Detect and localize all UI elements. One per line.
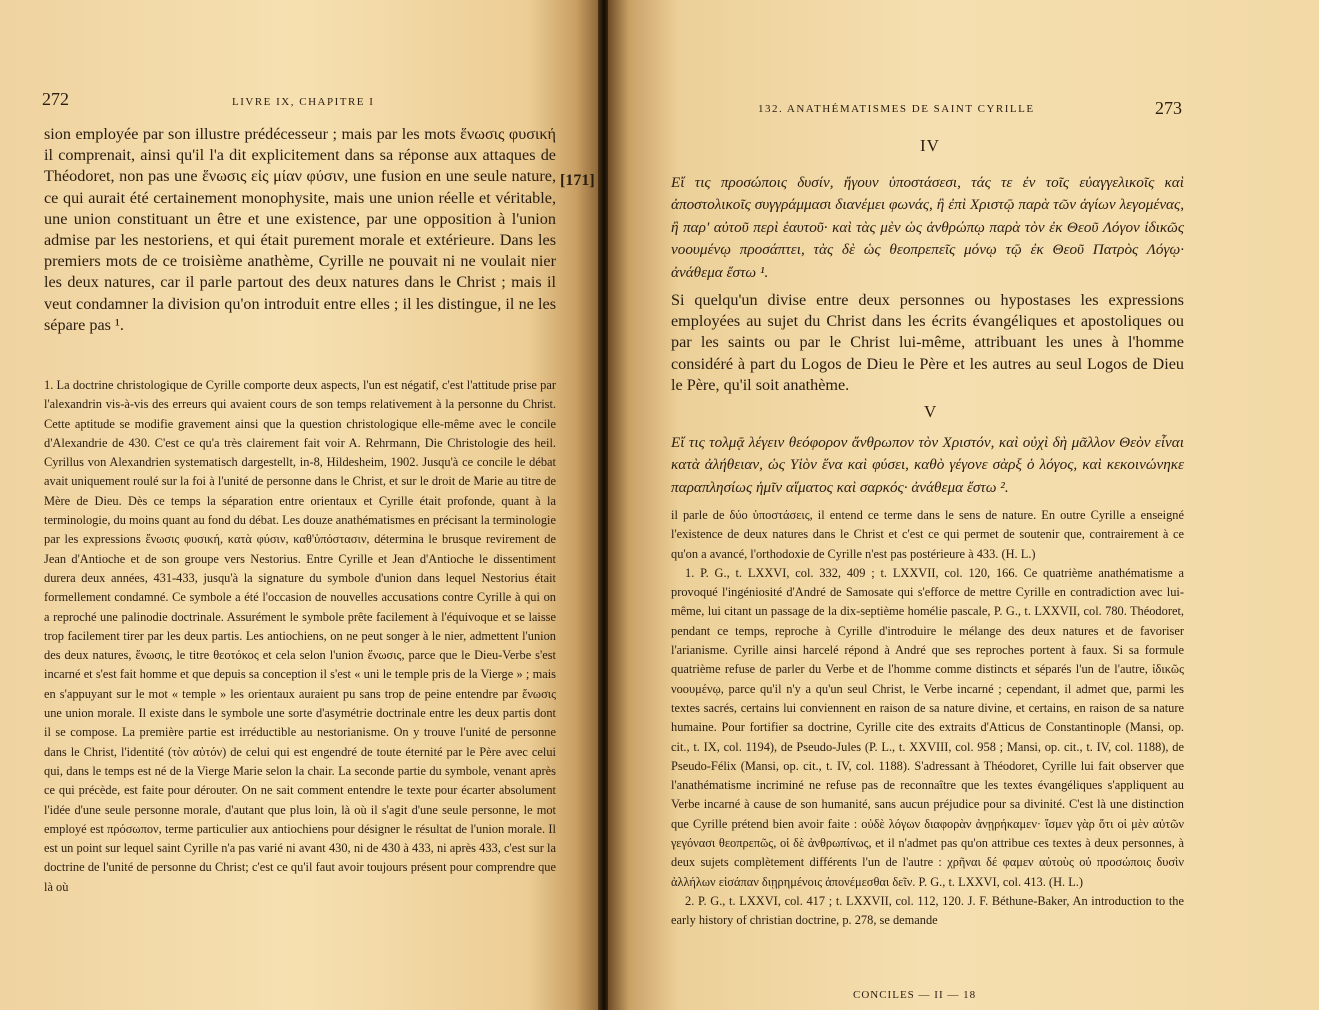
footnotes-right xyxy=(671,506,1184,931)
footnote-1: 1. P. G., t. LXXVI, col. 332, 409 ; t. LXXVII, col. 120, 166. Ce quatrième anathématisme a provoqué l'ingéniosité d'André de Samosate qui s'efforce de mettre Cyrille en contradiction avec lui-même, lui citant un passage de la dix-septième homélie pascale, P. G., t. LXXVII, col. 780. Théodoret, pendant ce temps, reproche à Cyrille d'introduire le mélange des deux natures et de favoriser l'arianisme. Cyrille ainsi harcelé répond à André que ses reproches portent à faux. Si sa formule quatrième refuse de parler du Verbe et de l'homme comme distincts et séparés l'un de l'autre, ἰδικῶς νοουμένῳ, parce qu'il n'y a qu'un seul Christ, le Verbe incarné ; cependant, il admet que, parmi les textes sacrés, certains lui conviennent en raison de sa nature divine, et certains, en raison de sa nature humaine. Pour fortifier sa doctrine, Cyrille cite des extraits d'Atticus de Constantinople (Mansi, op. cit., t. IX, col. 1194), de Pseudo-Jules (P. L., t. XXVIII, col. 958 ; Mansi, op. cit., t. IV, col. 1188), de Pseudo-Félix (Mansi, op. cit., t. IV, col. 1188). S'adressant à Théodoret, Cyrille lui fait observer que l'anathématisme incriminé ne refuse pas de reconnaître que les textes évangéliques s'appliquent au Verbe incarné à cause de son humanité, sans aucun préjudice pour sa divinité. C'est là une distinction que Cyrille prétend bien avoir faite : οὐδὲ λόγων διαφορὰν ἀνῃρήκαμεν· ἴσμεν γὰρ ὅτι οἱ μὲν αὐτῶν γεγόνασι θεοπρεπῶς, οἱ δὲ ἀνθρωπίνως, et il n'admet pas qu'on attribue ces textes à deux personnes, à deux sujets complètement différents l'un de l'autre : χρῆναι δέ φαμεν αὐτοὺς οὐ προσώποις δυσὶν ἀλλήλων εἰσάπαν διῃρημένοις ἀπονέμεσθαι δεῖν. P. G., t. LXXVI, col. 413. (H. L.) xyxy=(671,565,1184,889)
footnote-continuation: il parle de δύο ὑποστάσεις, il entend ce terme dans le sens de nature. En outre Cyrille a enseigné l'existence de deux natures dans le Christ et c'est ce qui permet de soutenir que, contrairement à ce qu'on a avancé, l'orthodoxie de Cyrille n'est pas postérieure à 433. (H. L.) xyxy=(671,508,1184,561)
french-canon-iv xyxy=(671,290,1184,396)
greek-canon-v: Εἴ τις τολμᾷ λέγειν θεόφορον ἄνθρωπον τὸν Χριστόν, καὶ οὐχὶ δὴ μᾶλλον Θεὸν εἶναι κατὰ ἀλήθειαν, ὡς Υἱὸν ἕνα καὶ φύσει, καθὸ γέγονε σὰρξ ὁ λόγος, καὶ κεκοινώνηκε παραπλησίως ἡμῖν αἵματος καὶ σαρκός· ἀνάθεμα ἔστω ². xyxy=(671,434,1184,496)
french-paragraph: Si quelqu'un divise entre deux personnes ou hypostases les expressions employées au sujet du Christ dans les écrits évangéliques et apostoliques ou par les saints ou par le Christ lui-même, attribuant les unes à l'homme considéré à part du Logos de Dieu le Père et les autres au seul Logos de Dieu le Père, qu'il soit anathème. xyxy=(671,291,1184,394)
signature-mark: CONCILES — II — 18 xyxy=(853,989,977,1001)
greek-canon-iv: Εἴ τις προσώποις δυσίν, ἤγουν ὑποστάσεσι, τάς τε ἐν τοῖς εὐαγγελικοῖς καὶ ἀποστολικοῖς συγγράμμασι διανέμει φωνάς, ἢ ἐπὶ Χριστῷ παρὰ τῶν ἁγίων λεγομένας, ἢ παρ' αὐτοῦ περὶ ἑαυτοῦ· καὶ τὰς μὲν ὡς ἀνθρώπῳ παρὰ τὸν ἐκ Θεοῦ Λόγον ἰδικῶς νοουμένῳ προσάπτει, τὰς δὲ ὡς θεοπρεπεῖς μόνῳ τῷ ἐκ Θεοῦ Πατρὸς Λόγῳ· ἀνάθεμα ἔστω ¹. xyxy=(671,174,1184,281)
section-heading-v: V xyxy=(924,402,938,421)
margin-number: [171] xyxy=(560,172,595,189)
running-head-right: 132. ANATHÉMATISMES DE SAINT CYRILLE xyxy=(758,103,1035,115)
page-number-right: 273 xyxy=(1155,98,1182,118)
footnote-left xyxy=(44,376,556,897)
page-number-left: 272 xyxy=(42,89,69,109)
footnote-2: 2. P. G., t. LXXVI, col. 417 ; t. LXXVII, col. 112, 120. J. F. Béthune-Baker, An introduction to the early history of christian doctrine, p. 278, se demande xyxy=(671,893,1184,928)
left-page xyxy=(0,0,600,1010)
running-head-left: LIVRE IX, CHAPITRE I xyxy=(232,96,375,108)
footnote-paragraph: 1. La doctrine christologique de Cyrille comporte deux aspects, l'un est négatif, c'est l'attitude prise par l'alexandrin vis-à-vis des erreurs qui avaient cours de son temps relativement à la personne du Christ. Cette aptitude se modifie gravement ainsi que la question christologique elle-même avec le concile d'Alexandrie de 430. C'est ce qu'a très clairement fait voir A. Rehrmann, Die Christologie des heil. Cyrillus von Alexandrien systematisch dargestellt, in-8, Hildesheim, 1902. Jusqu'à ce concile le débat avait uniquement roulé sur la foi à l'unité de personne dans le Christ, et sur le droit de Marie au titre de Mère de Dieu. Dès ce temps la séparation entre orientaux et Cyrille était profonde, quant à la terminologie, du moins quant au fond du débat. Les douze anathématismes en précisant la terminologie par les expressions ἕνωσις φυσική, κατὰ φύσιν, καθ'ὑπόστασιν, détermina le brusque revirement de Jean d'Antioche et de son groupe vers Nestorius. Entre Cyrille et Jean d'Antioche le dissentiment durera deux années, 431-433, jusqu'à la signature du symbole d'union dans lequel Nestorius était formellement condamné. Ce symbole a été l'occasion de nouvelles accusations contre Cyrille à qui on a reproché une palinodie doctrinale. Assurément le symbole prête facilement à l'équivoque et se laisse trop facilement tirer par les deux partis. Les antiochiens, on ne peut songer à le nier, admettent l'union des deux natures, ἕνωσις, le titre θεοτόκος et cela selon l'union ἕνωσις, parce que le Dieu-Verbe s'est incarné et s'est fait homme et que depuis sa conception il s'est « uni le temple pris de la Vierge » ; mais en s'appuyant sur le mot « temple » les orientaux auraient pu sans trop de peine entendre par ἕνωσις une union morale. Il existe dans le symbole une sorte d'asymétrie doctrinale entre les deux partis dont il se compose. La première partie est irréductible au nestorianisme. On y trouve l'unité de personne dans le Christ, l'identité (τὸν αὐτόν) de celui qui est engendré de toute éternité par le Père avec celui qui, dans le temps est né de la Vierge Marie selon la chair. La seconde partie du symbole, venant après ce qui précède, est faite pour dérouter. On ne sait comment entendre le texte pour écarter absolument l'idée d'une seule personne morale, d'autant que plus loin, là où il s'agit d'une seule personne, le mot employé est πρόσωπον, terme particulier aux antiochiens pour désigner le résultat de l'union morale. Il est un point sur lequel saint Cyrille n'a pas varié ni avant 430, ni de 430 à 433, ni après 433, c'est sur la doctrine de l'unité de personne du Christ; c'est ce qu'il faut avoir toujours présent pour comprendre que là où xyxy=(44,378,557,894)
right-page xyxy=(608,0,1319,1010)
body-text-left xyxy=(44,124,556,336)
body-paragraph: sion employée par son illustre prédécesseur ; mais par les mots ἕνωσις φυσική il comprenait, ainsi qu'il l'a dit explicitement dans sa réponse aux attaques de Théodoret, non pas une ἕνωσις εἰς μίαν φύσιν, une fusion en une seule nature, ce qui aurait été certainement monophysite, mais une union réelle et véritable, une union constituant un être et une existence, par une opposition à l'union admise par les nestoriens, et qui était purement morale et extérieure. Dans les premiers mots de ce troisième anathème, Cyrille ne pouvait ni ne voulait nier les deux natures, car il parle partout des deux natures dans le Christ ; mais il veut condamner la division qu'on introduit entre elles ; il les distingue, il ne les sépare pas ¹. xyxy=(44,125,556,334)
section-heading-iv: IV xyxy=(920,136,940,155)
